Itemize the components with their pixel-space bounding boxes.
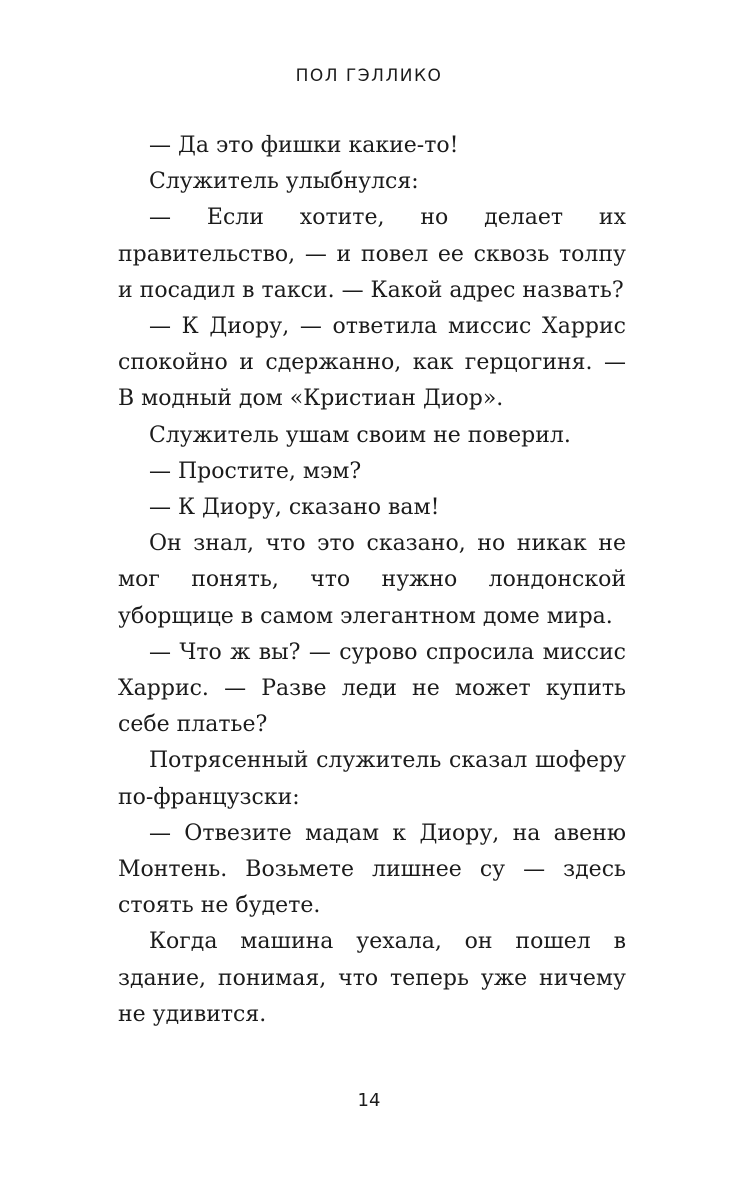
paragraph: Потрясенный служитель сказал шоферу по-французски: [118, 748, 626, 810]
running-header: ПОЛ ГЭЛЛИКО [295, 66, 443, 86]
paragraph: — Если хотите, но делает их правительство, — и повел ее сквозь толпу и посадил в такси. — Какой адрес назвать? [118, 205, 626, 303]
paragraph: — Простите, мэм? [149, 458, 362, 484]
paragraph: — Что ж вы? — сурово спросила миссис Харрис. — Разве леди не может купить себе платье? [118, 639, 626, 738]
page-number: 14 [357, 1090, 381, 1111]
body-text [118, 128, 626, 1033]
paragraph: Когда машина уехала, он пошел в здание, понимая, что теперь уже ничему не удивится. [118, 929, 626, 1027]
paragraph: Служитель ушам своим не поверил. [149, 422, 571, 448]
paragraph: — К Диору, — ответила миссис Харрис спокойно и сдержанно, как герцогиня. — В модный дом «Кристиан Диор». [118, 314, 626, 412]
paragraph: — Отвезите мадам к Диору, на авеню Монтень. Возьмете лишнее су — здесь стоять не будете. [118, 820, 626, 919]
paragraph: — К Диору, сказано вам! [149, 495, 440, 521]
paragraph: Служитель улыбнулся: [149, 169, 419, 195]
paragraph: Он знал, что это сказано, но никак не мог понять, что нужно лондонской уборщице в самом элегантном доме мира. [118, 531, 626, 629]
paragraph: — Да это фишки какие-то! [149, 133, 459, 158]
